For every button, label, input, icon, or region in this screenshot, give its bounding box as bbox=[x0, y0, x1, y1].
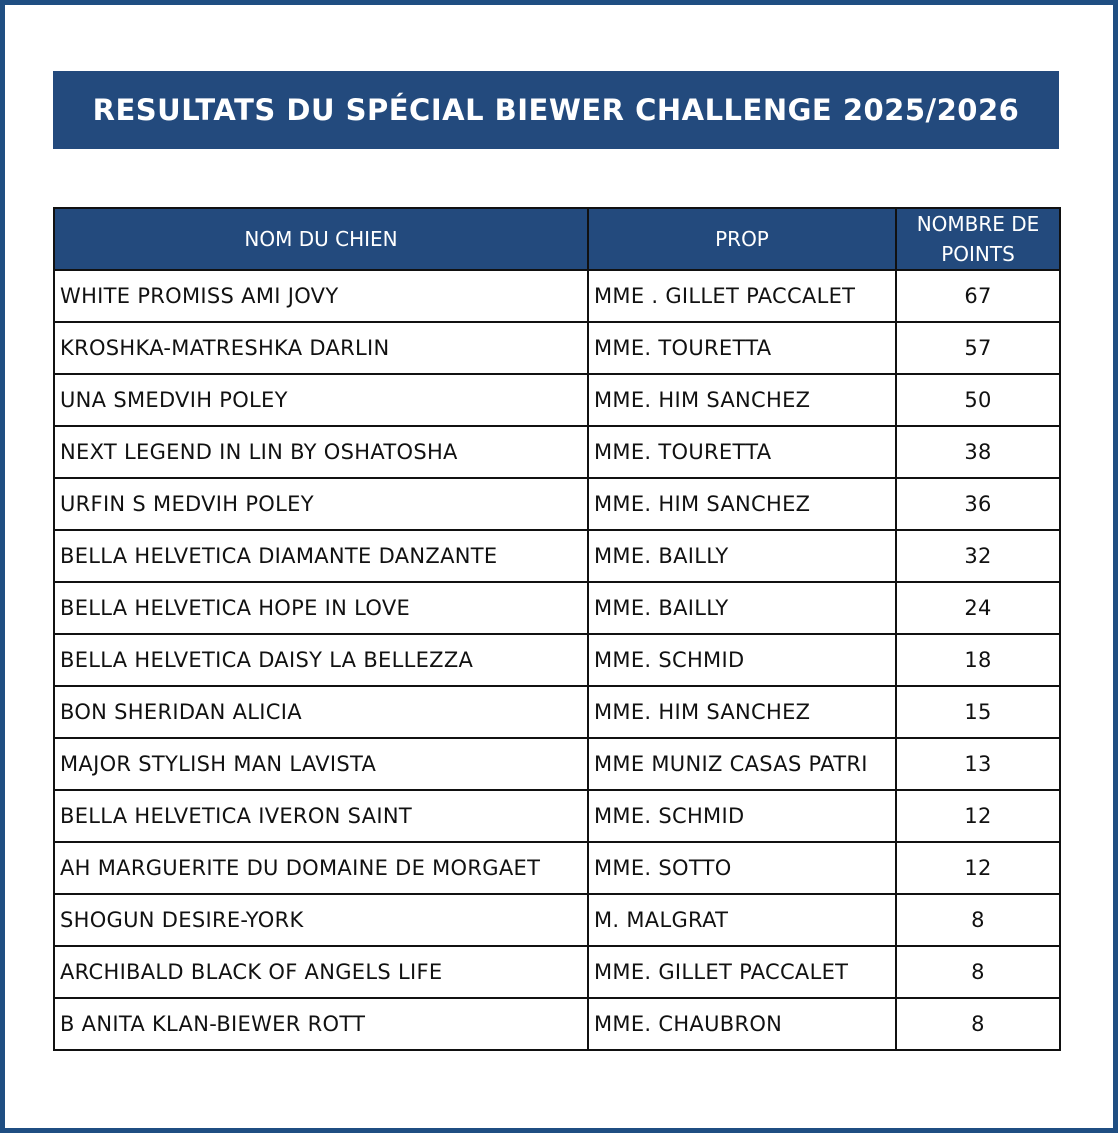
column-header-points-line1: NOMBRE DE bbox=[916, 212, 1040, 236]
cell-dog-name: UNA SMEDVIH POLEY bbox=[54, 374, 588, 426]
cell-owner: MME. HIM SANCHEZ bbox=[588, 374, 896, 426]
cell-owner: MME. HIM SANCHEZ bbox=[588, 478, 896, 530]
cell-points: 15 bbox=[896, 686, 1060, 738]
cell-points: 38 bbox=[896, 426, 1060, 478]
cell-dog-name: AH MARGUERITE DU DOMAINE DE MORGAET bbox=[54, 842, 588, 894]
results-table bbox=[53, 207, 1061, 1051]
cell-owner: MME. GILLET PACCALET bbox=[588, 946, 896, 998]
cell-dog-name: KROSHKA-MATRESHKA DARLIN bbox=[54, 322, 588, 374]
table-row bbox=[54, 686, 1060, 738]
table-row bbox=[54, 582, 1060, 634]
table-row bbox=[54, 894, 1060, 946]
cell-dog-name: BELLA HELVETICA DIAMANTE DANZANTE bbox=[54, 530, 588, 582]
cell-dog-name: BON SHERIDAN ALICIA bbox=[54, 686, 588, 738]
cell-points: 12 bbox=[896, 790, 1060, 842]
table-row bbox=[54, 842, 1060, 894]
cell-points: 32 bbox=[896, 530, 1060, 582]
cell-points: 36 bbox=[896, 478, 1060, 530]
table-row bbox=[54, 374, 1060, 426]
table-row bbox=[54, 530, 1060, 582]
cell-owner: M. MALGRAT bbox=[588, 894, 896, 946]
table-row bbox=[54, 478, 1060, 530]
table-body bbox=[54, 270, 1060, 1050]
cell-dog-name: BELLA HELVETICA IVERON SAINT bbox=[54, 790, 588, 842]
table-row bbox=[54, 634, 1060, 686]
cell-dog-name: URFIN S MEDVIH POLEY bbox=[54, 478, 588, 530]
cell-owner: MME MUNIZ CASAS PATRI bbox=[588, 738, 896, 790]
cell-owner: MME. SOTTO bbox=[588, 842, 896, 894]
cell-points: 8 bbox=[896, 894, 1060, 946]
table-row bbox=[54, 998, 1060, 1050]
cell-owner: MME. CHAUBRON bbox=[588, 998, 896, 1050]
column-header-points-line2: POINTS bbox=[941, 242, 1015, 266]
cell-owner: MME. SCHMID bbox=[588, 634, 896, 686]
cell-dog-name: SHOGUN DESIRE-YORK bbox=[54, 894, 588, 946]
cell-owner: MME. TOURETTA bbox=[588, 322, 896, 374]
cell-dog-name: WHITE PROMISS AMI JOVY bbox=[54, 270, 588, 322]
cell-points: 50 bbox=[896, 374, 1060, 426]
cell-points: 18 bbox=[896, 634, 1060, 686]
table-row bbox=[54, 738, 1060, 790]
cell-owner: MME . GILLET PACCALET bbox=[588, 270, 896, 322]
column-header-points bbox=[896, 208, 1060, 270]
table-row bbox=[54, 946, 1060, 998]
column-header-owner: PROP bbox=[588, 208, 896, 270]
cell-owner: MME. TOURETTA bbox=[588, 426, 896, 478]
cell-points: 24 bbox=[896, 582, 1060, 634]
page-title: RESULTATS DU SPÉCIAL BIEWER CHALLENGE 2025/2026 bbox=[53, 71, 1059, 149]
cell-dog-name: MAJOR STYLISH MAN LAVISTA bbox=[54, 738, 588, 790]
column-header-dog: NOM DU CHIEN bbox=[54, 208, 588, 270]
cell-points: 12 bbox=[896, 842, 1060, 894]
cell-owner: MME. BAILLY bbox=[588, 582, 896, 634]
cell-points: 57 bbox=[896, 322, 1060, 374]
table-row bbox=[54, 426, 1060, 478]
cell-points: 8 bbox=[896, 998, 1060, 1050]
cell-points: 8 bbox=[896, 946, 1060, 998]
cell-dog-name: BELLA HELVETICA DAISY LA BELLEZZA bbox=[54, 634, 588, 686]
cell-dog-name: ARCHIBALD BLACK OF ANGELS LIFE bbox=[54, 946, 588, 998]
table-header-row bbox=[54, 208, 1060, 270]
cell-owner: MME. HIM SANCHEZ bbox=[588, 686, 896, 738]
cell-points: 67 bbox=[896, 270, 1060, 322]
cell-owner: MME. BAILLY bbox=[588, 530, 896, 582]
cell-owner: MME. SCHMID bbox=[588, 790, 896, 842]
cell-dog-name: BELLA HELVETICA HOPE IN LOVE bbox=[54, 582, 588, 634]
table-row bbox=[54, 270, 1060, 322]
table-row bbox=[54, 790, 1060, 842]
cell-dog-name: NEXT LEGEND IN LIN BY OSHATOSHA bbox=[54, 426, 588, 478]
table-row bbox=[54, 322, 1060, 374]
cell-points: 13 bbox=[896, 738, 1060, 790]
cell-dog-name: B ANITA KLAN-BIEWER ROTT bbox=[54, 998, 588, 1050]
